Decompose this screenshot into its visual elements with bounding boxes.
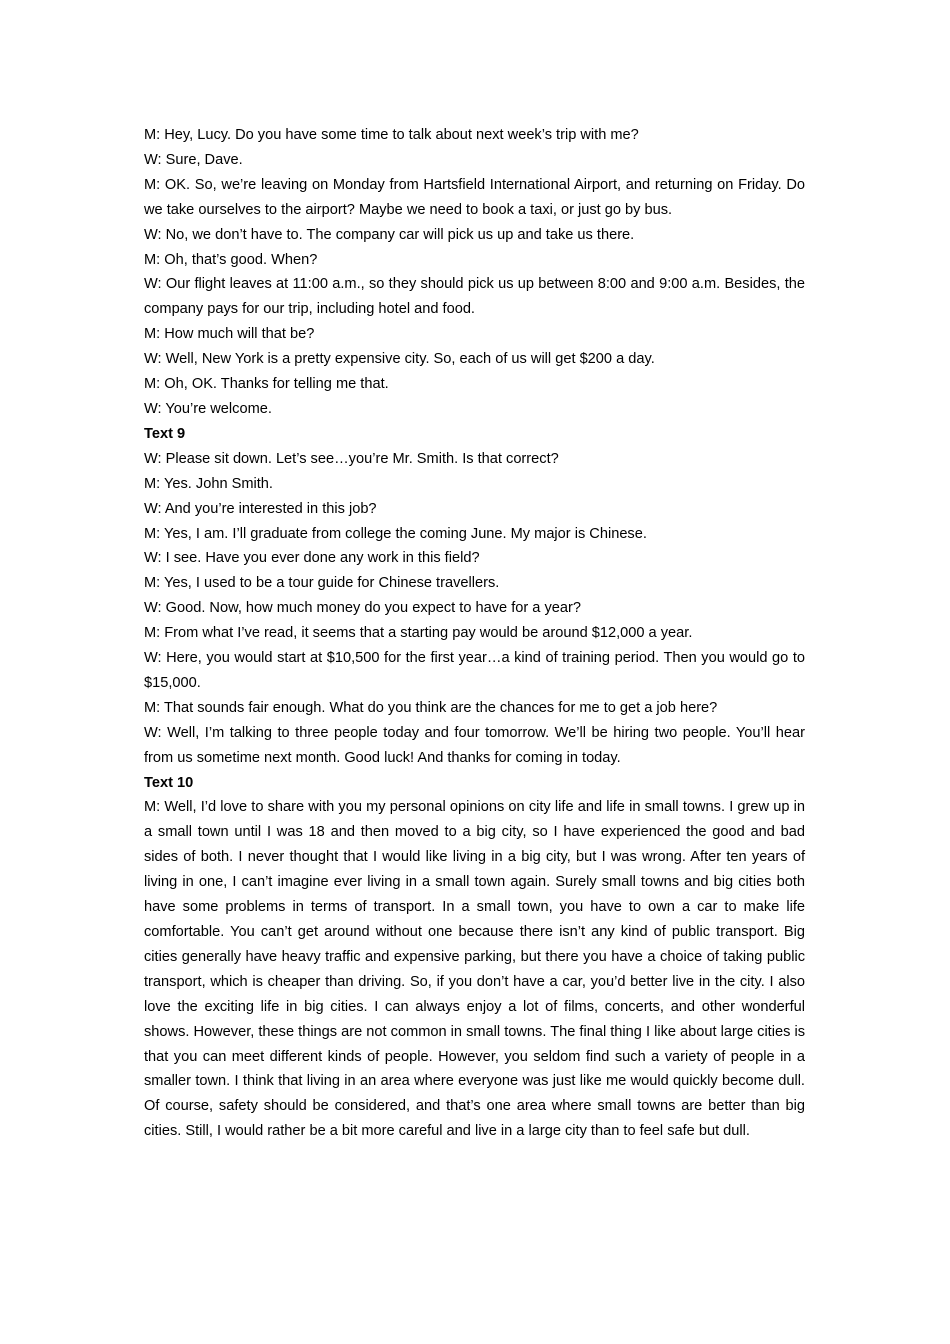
monologue-paragraph: M: Well, I’d love to share with you my personal opinions on city life and life in small towns. I grew up in a small town until I was 18 and then moved to a big city, so I have experienced the good and bad sides of both. I never thought that I would like living in a big city, but I was wrong. After ten years of living in one, I can’t imagine ever living in a small town again. Surely small towns and big cities both have some problems in terms of transport. In a small town, you have to own a car to make life comfortable. You can’t get around without one because there isn’t any kind of public transport. Big cities generally have heavy traffic and expensive parking, but there you have a choice of taking public transport, which is cheaper than driving. So, if you don’t have a car, you’d better live in the city. I also love the exciting life in big cities. I can always enjoy a lot of films, concerts, and other wonderful shows. However, these things are not common in small towns. The final thing I like about large cities is that you can meet different kinds of people. However, you seldom find such a variety of people in a smaller town. I think that living in an area where everyone was just like me would quickly become dull. Of course, safety should be considered, and that’s one area where small towns are better than big cities. Still, I would rather be a bit more careful and live in a large city than to feel safe but dull. — [144, 799, 805, 1140]
dialogue-line: M: Yes, I used to be a tour guide for Chinese travellers. — [144, 575, 500, 592]
dialogue-line: M: Yes, I am. I’ll graduate from college the coming June. My major is Chinese. — [144, 525, 647, 542]
dialogue-line: W: No, we don’t have to. The company car will pick us up and take us there. — [144, 226, 635, 243]
text-10-monologue — [144, 771, 805, 1145]
dialogue-line: W: Good. Now, how much money do you expect to have for a year? — [144, 600, 581, 617]
dialogue-line: W: And you’re interested in this job? — [144, 500, 377, 517]
text-8-dialogue — [144, 123, 805, 422]
text-9-dialogue — [144, 422, 805, 771]
dialogue-line: W: Here, you would start at $10,500 for the first year…a kind of training period. Then you would go to $15,000. — [144, 650, 805, 691]
dialogue-line: W: Please sit down. Let’s see…you’re Mr. Smith. Is that correct? — [144, 450, 559, 467]
document-page — [144, 123, 805, 1144]
section-heading: Text 10 — [144, 774, 194, 791]
dialogue-line: M: From what I’ve read, it seems that a starting pay would be around $12,000 a year. — [144, 625, 693, 642]
dialogue-line: M: How much will that be? — [144, 326, 315, 343]
dialogue-line: W: Well, New York is a pretty expensive city. So, each of us will get $200 a day. — [144, 351, 655, 368]
section-heading: Text 9 — [144, 425, 186, 442]
dialogue-line: W: Sure, Dave. — [144, 151, 243, 168]
dialogue-line: M: OK. So, we’re leaving on Monday from Hartsfield International Airport, and returning on Friday. Do we take ourselves to the airport? Maybe we need to book a taxi, or just go by bus. — [144, 176, 805, 218]
dialogue-line: M: Oh, that’s good. When? — [144, 251, 318, 268]
dialogue-line: W: Our flight leaves at 11:00 a.m., so they should pick us up between 8:00 and 9:00 a.m. Besides, the company pays for our trip, including hotel and food. — [144, 276, 805, 318]
dialogue-line: W: I see. Have you ever done any work in this field? — [144, 550, 480, 567]
dialogue-line: M: Hey, Lucy. Do you have some time to talk about next week’s trip with me? — [144, 127, 639, 143]
dialogue-line: M: Oh, OK. Thanks for telling me that. — [144, 376, 389, 393]
dialogue-line: W: You’re welcome. — [144, 400, 272, 417]
dialogue-line: M: That sounds fair enough. What do you think are the chances for me to get a job here? — [144, 699, 718, 716]
dialogue-line: M: Yes. John Smith. — [144, 475, 273, 492]
dialogue-line: W: Well, I’m talking to three people today and four tomorrow. We’ll be hiring two people. You’ll hear from us sometime next month. Good luck! And thanks for coming in today. — [144, 724, 805, 766]
